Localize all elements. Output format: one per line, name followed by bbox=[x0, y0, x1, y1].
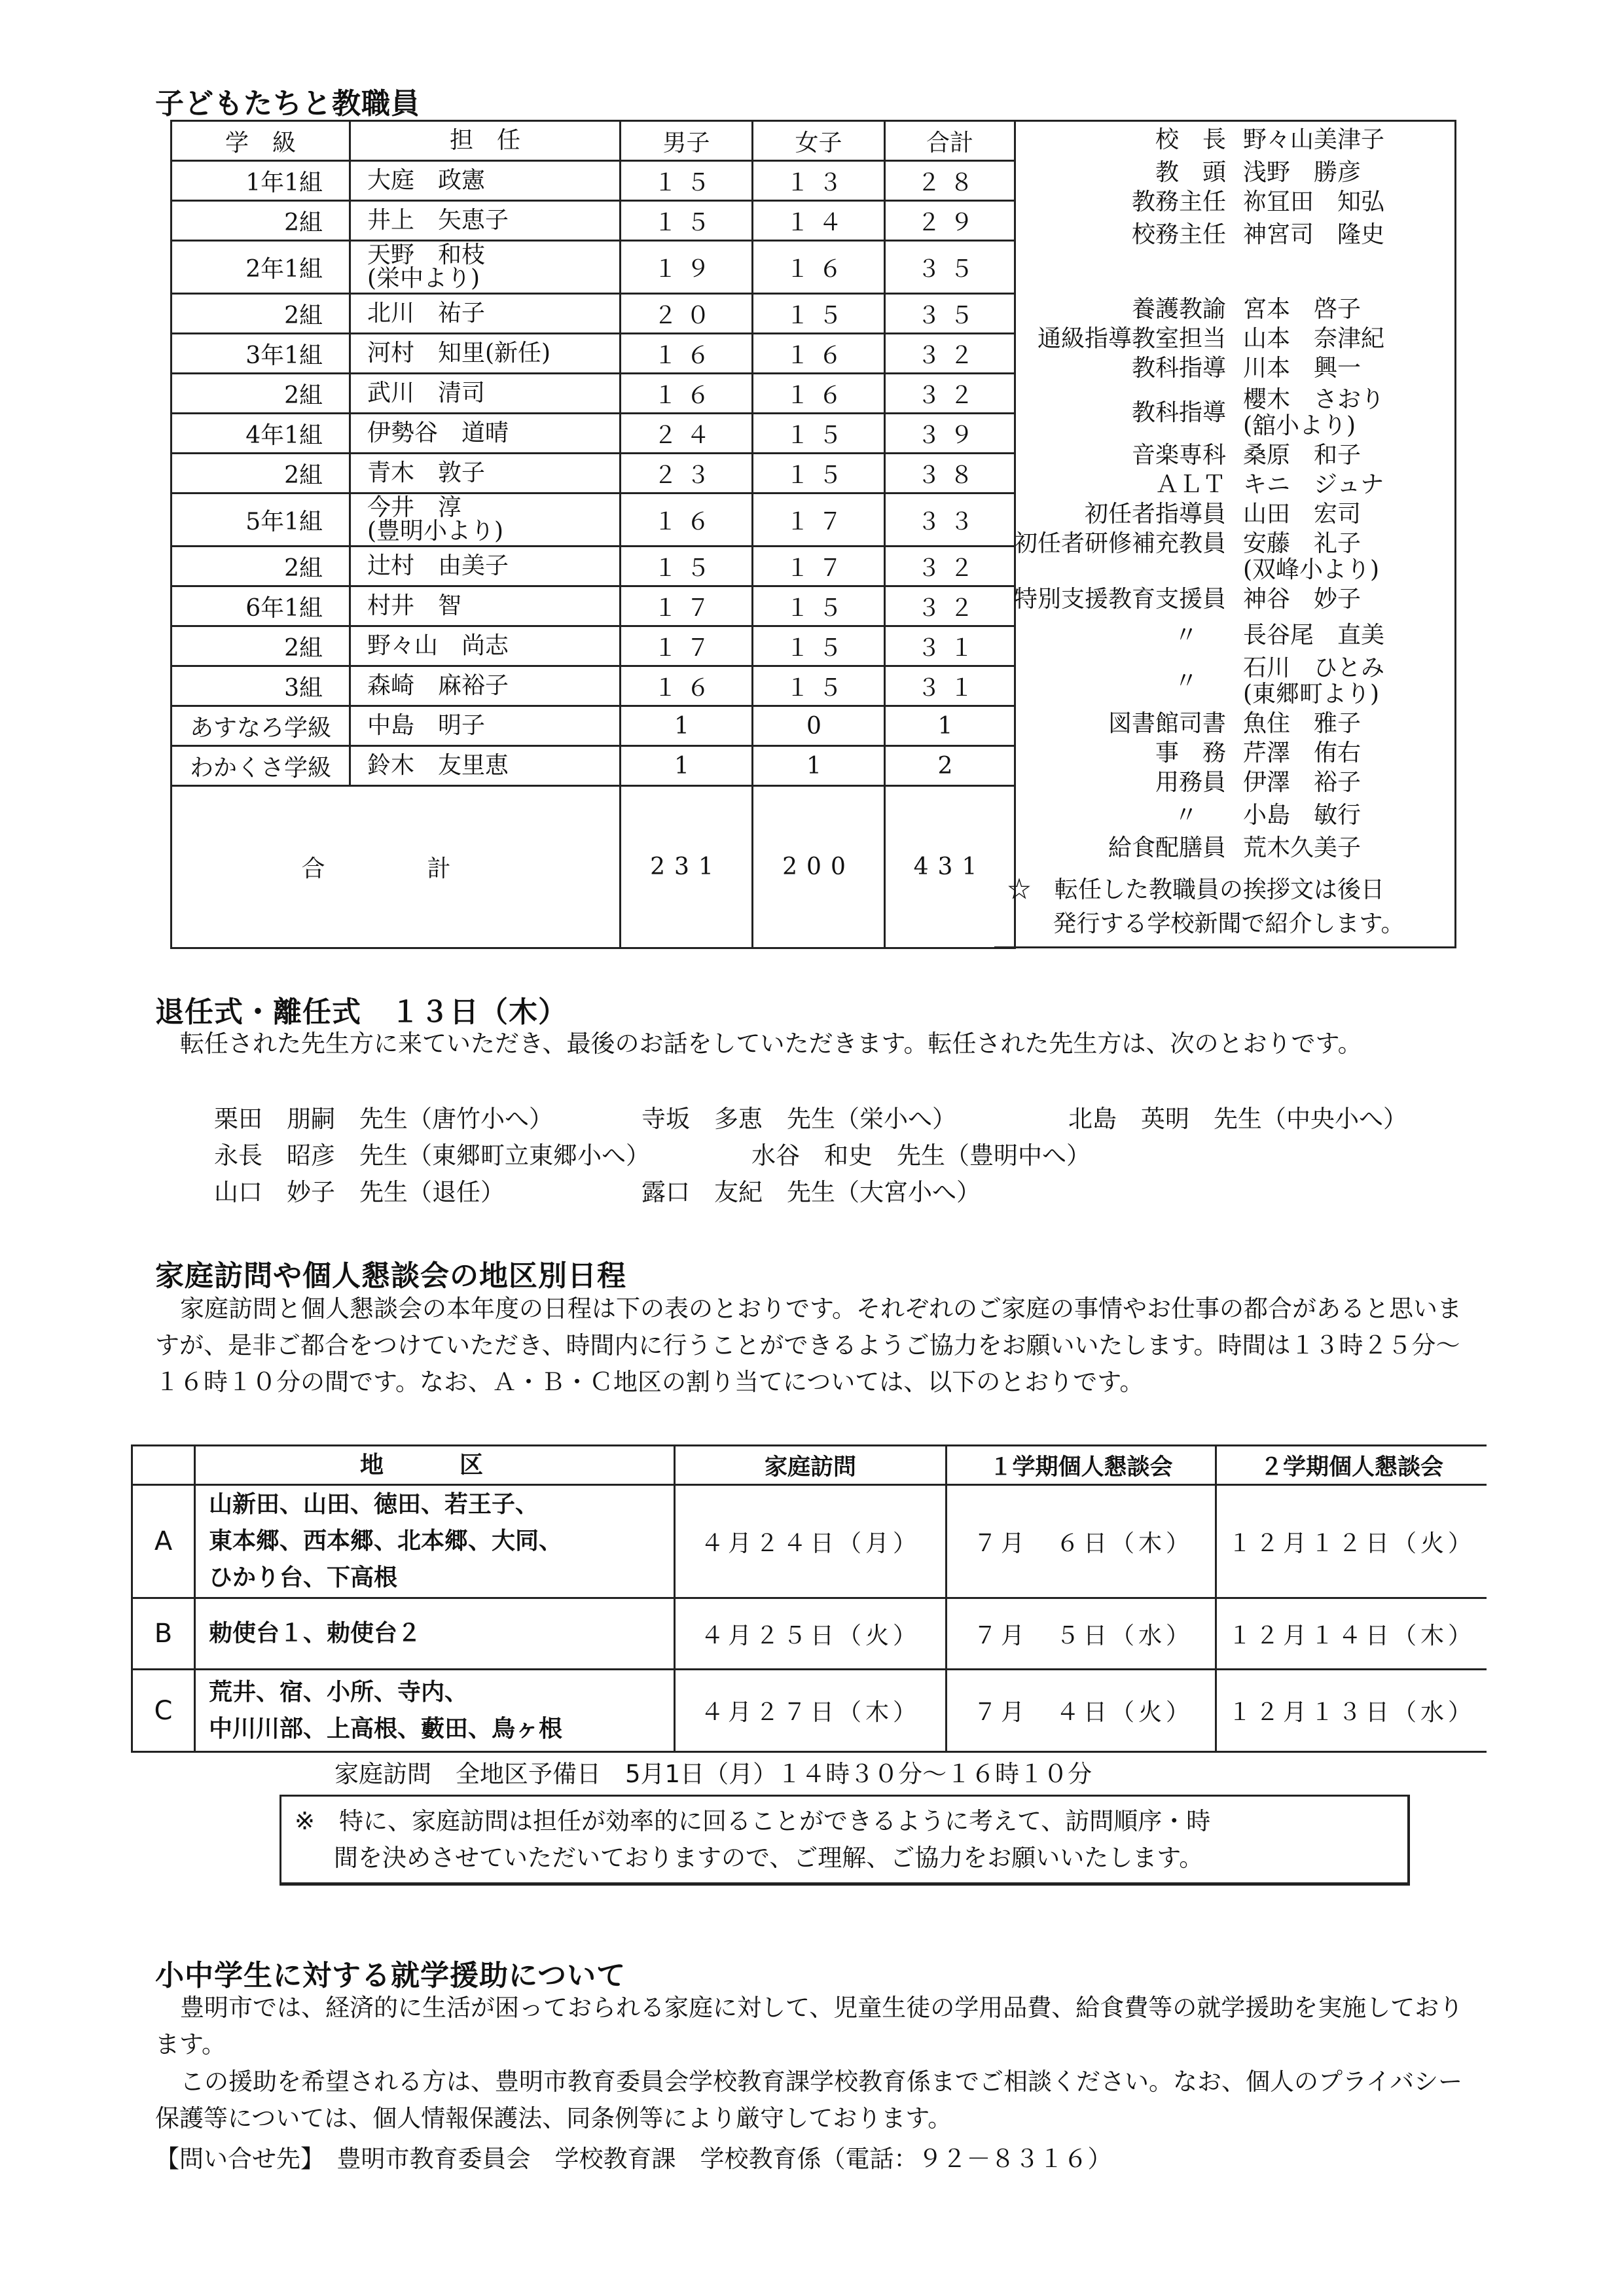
home-visit-date: ４月２７日（木） bbox=[675, 1670, 947, 1752]
girls-count: １５ bbox=[753, 294, 885, 334]
header-key bbox=[132, 1446, 195, 1485]
teacher-name: 辻村 由美子 bbox=[367, 552, 509, 579]
district-key: B bbox=[132, 1598, 195, 1670]
teacher-cell bbox=[350, 294, 621, 334]
girls-count: １５ bbox=[753, 626, 885, 666]
aid-para-1-text: 豊明市では、経済的に生活が困っておられる家庭に対して、児童生徒の学用品費、給食費等の就学援助を実施しております。 bbox=[155, 1994, 1464, 2058]
girls-count: １５ bbox=[753, 414, 885, 454]
header-area: 地 区 bbox=[195, 1446, 675, 1485]
class-total: ３２ bbox=[885, 547, 1015, 586]
staff-role: 音楽専科 bbox=[1131, 442, 1226, 469]
staff-role: 〃 bbox=[1174, 668, 1198, 694]
staff-name-text: 安藤 礼子 bbox=[1243, 530, 1362, 557]
staff-name bbox=[1243, 160, 1361, 186]
header-term1: １学期個人懇談会 bbox=[947, 1446, 1216, 1485]
header-class: 学 級 bbox=[171, 121, 350, 161]
teacher-name: 伊勢谷 道晴 bbox=[367, 420, 509, 446]
staff-role: 教科指導 bbox=[1131, 355, 1226, 382]
class-row bbox=[171, 493, 1015, 547]
term2-conference-date: １２月１２日（火） bbox=[1216, 1485, 1487, 1598]
teacher-name: 鈴木 友里恵 bbox=[367, 752, 509, 779]
staff-role: 〃 bbox=[1174, 802, 1198, 829]
staff-role: 図書館司書 bbox=[1108, 710, 1226, 737]
class-total: ３１ bbox=[885, 666, 1015, 706]
teacher-cell bbox=[350, 241, 621, 294]
staff-name bbox=[1243, 531, 1379, 583]
teacher-name: 河村 知里(新任) bbox=[367, 340, 551, 367]
staff-name-text: 荒木久美子 bbox=[1243, 834, 1362, 861]
class-total: ３５ bbox=[885, 294, 1015, 334]
staff-name bbox=[1243, 711, 1361, 737]
boys-count: １７ bbox=[621, 586, 753, 626]
total-boys: 231 bbox=[621, 786, 753, 948]
teacher-note: (豊明小より) bbox=[367, 518, 504, 545]
girls-count: 0 bbox=[753, 706, 885, 746]
home-visit-date: ４月２４日（月） bbox=[675, 1485, 947, 1598]
staff-name bbox=[1243, 622, 1384, 649]
notice-line-2: 間を決めさせていただいておりますので、ご理解、ご協力をお願いいたします。 bbox=[334, 1844, 1204, 1872]
staff-role: 初任者指導員 bbox=[1084, 501, 1226, 528]
teacher-name: 野々山 尚志 bbox=[367, 632, 509, 659]
staff-origin: (東郷町より) bbox=[1243, 681, 1380, 708]
staff-role: ＡＬＴ bbox=[1155, 471, 1226, 498]
girls-count: １６ bbox=[753, 241, 885, 294]
class-name: 2組 bbox=[171, 294, 350, 334]
class-table-header bbox=[171, 121, 1015, 161]
staff-role: 教科指導 bbox=[1131, 399, 1226, 426]
boys-count: １６ bbox=[621, 334, 753, 374]
class-total: 2 bbox=[885, 746, 1015, 786]
term2-conference-date: １２月１３日（水） bbox=[1216, 1670, 1487, 1752]
boys-count: １６ bbox=[621, 666, 753, 706]
schedule-table-header bbox=[132, 1446, 1487, 1485]
class-total: ３５ bbox=[885, 241, 1015, 294]
teacher-cell bbox=[350, 454, 621, 493]
header-term2: ２学期個人懇談会 bbox=[1216, 1446, 1487, 1485]
transfer-entry: 北島 英明 先生（中央小へ） bbox=[1068, 1105, 1407, 1133]
staff-note-line-2: 発行する学校新聞で紹介します。 bbox=[1053, 910, 1405, 937]
home-visit-notice-box bbox=[280, 1795, 1410, 1886]
boys-count: 1 bbox=[621, 746, 753, 786]
class-name: 2組 bbox=[171, 547, 350, 586]
staff-name bbox=[1243, 770, 1361, 796]
teacher-name: 森崎 麻裕子 bbox=[367, 672, 509, 699]
staff-name-text: 神宮司 隆史 bbox=[1243, 221, 1385, 248]
area-line: 勅使台１、勅使台２ bbox=[209, 1620, 422, 1647]
total-all: 431 bbox=[885, 786, 1015, 948]
boys-count: 1 bbox=[621, 706, 753, 746]
boys-count: ２３ bbox=[621, 454, 753, 493]
teacher-name: 今井 淳 bbox=[367, 494, 462, 521]
boys-count: １６ bbox=[621, 493, 753, 547]
class-name: 2組 bbox=[171, 454, 350, 493]
staff-name bbox=[1243, 442, 1361, 469]
teacher-cell bbox=[350, 201, 621, 241]
girls-count: １７ bbox=[753, 547, 885, 586]
girls-count: １６ bbox=[753, 334, 885, 374]
schedule-row bbox=[132, 1485, 1487, 1598]
staff-name bbox=[1243, 835, 1361, 861]
class-name: 4年1組 bbox=[171, 414, 350, 454]
staff-name-text: 伊澤 裕子 bbox=[1243, 769, 1362, 796]
class-total: ２９ bbox=[885, 201, 1015, 241]
staff-name bbox=[1243, 189, 1384, 215]
class-name: 2組 bbox=[171, 374, 350, 414]
staff-note bbox=[1007, 873, 1456, 941]
teacher-name: 武川 清司 bbox=[367, 380, 486, 406]
staff-role: 養護教諭 bbox=[1131, 296, 1226, 323]
staff-name bbox=[1243, 387, 1384, 439]
header-boys: 男子 bbox=[621, 121, 753, 161]
girls-count: １３ bbox=[753, 161, 885, 201]
staff-name bbox=[1243, 740, 1361, 766]
staff-role: 給食配膳員 bbox=[1108, 834, 1226, 861]
header-total: 合計 bbox=[885, 121, 1015, 161]
class-row bbox=[171, 161, 1015, 201]
teacher-cell bbox=[350, 706, 621, 746]
area-line: 荒井、宿、小所、寺内、 bbox=[209, 1678, 469, 1706]
staff-role: 教務主任 bbox=[1131, 188, 1226, 215]
area-line: 東本郷、西本郷、北本郷、大同、 bbox=[209, 1528, 563, 1554]
area-line: ひかり台、下高根 bbox=[209, 1564, 398, 1591]
class-name: 2組 bbox=[171, 626, 350, 666]
term1-conference-date: ７月 ４日（火） bbox=[947, 1670, 1216, 1752]
contact-info: 【問い合せ先】 豊明市教育委員会 学校教育課 学校教育係（電話：９２－８３１６） bbox=[155, 2145, 1112, 2173]
header-home-visit: 家庭訪問 bbox=[675, 1446, 947, 1485]
transfer-entry: 水谷 和史 先生（豊明中へ） bbox=[751, 1141, 1091, 1170]
class-row bbox=[171, 294, 1015, 334]
staff-name-text: 長谷尾 直美 bbox=[1243, 622, 1385, 649]
class-name: 5年1組 bbox=[171, 493, 350, 547]
staff-name-text: 神谷 妙子 bbox=[1243, 586, 1362, 613]
farewell-body-text: 転任された先生方に来ていただき、最後のお話をしていただきます。転任された先生方は、次のとおりです。 bbox=[180, 1030, 1362, 1058]
teacher-cell bbox=[350, 666, 621, 706]
boys-count: １５ bbox=[621, 547, 753, 586]
boys-count: ２０ bbox=[621, 294, 753, 334]
staff-role: 初任者研修補充教員 bbox=[1013, 530, 1226, 557]
teacher-cell bbox=[350, 334, 621, 374]
staff-role: 教 頭 bbox=[1155, 159, 1226, 186]
notice-line-1: ※ 特に、家庭訪問は担任が効率的に回ることができるように考えて、訪問順序・時 bbox=[295, 1807, 1211, 1835]
staff-origin: (舘小より) bbox=[1243, 412, 1356, 439]
staff-name-text: 宮本 啓子 bbox=[1243, 296, 1362, 323]
staff-name-text: 桑原 和子 bbox=[1243, 442, 1362, 469]
class-total: ３２ bbox=[885, 374, 1015, 414]
transfer-entry: 栗田 朋嗣 先生（唐竹小へ） bbox=[214, 1105, 553, 1133]
staff-name-text: 川本 興一 bbox=[1243, 355, 1362, 382]
staff-name-text: 魚住 雅子 bbox=[1243, 710, 1362, 737]
boys-count: １６ bbox=[621, 374, 753, 414]
class-total: ２８ bbox=[885, 161, 1015, 201]
class-row bbox=[171, 374, 1015, 414]
class-name: 3組 bbox=[171, 666, 350, 706]
staff-role: 校 長 bbox=[1155, 126, 1226, 153]
class-row bbox=[171, 454, 1015, 493]
teacher-name: 青木 敦子 bbox=[367, 459, 486, 486]
teacher-note: (栄中より) bbox=[367, 265, 480, 292]
staff-name-text: 祢冝田 知弘 bbox=[1243, 188, 1385, 215]
girls-count: １４ bbox=[753, 201, 885, 241]
class-row bbox=[171, 241, 1015, 294]
staff-role: 〃 bbox=[1174, 622, 1198, 649]
teacher-cell bbox=[350, 493, 621, 547]
teacher-name: 天野 和枝 bbox=[367, 242, 486, 268]
schedule-row bbox=[132, 1598, 1487, 1670]
class-name: あすなろ学級 bbox=[171, 706, 350, 746]
farewell-body bbox=[155, 1026, 1484, 1062]
staff-origin: (双峰小より) bbox=[1243, 556, 1380, 583]
teacher-cell bbox=[350, 586, 621, 626]
girls-count: １５ bbox=[753, 586, 885, 626]
teacher-name: 村井 智 bbox=[367, 592, 462, 619]
aid-para-1 bbox=[155, 1990, 1484, 2063]
district-areas bbox=[195, 1598, 675, 1670]
schedule-body-text: 家庭訪問と個人懇談会の本年度の日程は下の表のとおりです。それぞれのご家庭の事情やお仕事の都合があると思いますが、是非ご都合をつけていただき、時間内に行うことができるようご協力をお願いいたします。時間は１３時２５分～１６時１０分の間です。なお、Ａ・Ｂ・Ｃ地区の割り当てについては、以下のとおりです。 bbox=[155, 1295, 1462, 1396]
term2-conference-date: １２月１４日（木） bbox=[1216, 1598, 1487, 1670]
class-row bbox=[171, 746, 1015, 786]
staff-role: 校務主任 bbox=[1131, 221, 1226, 248]
section-title-school-aid: 小中学生に対する就学援助について bbox=[155, 1959, 626, 1992]
term1-conference-date: ７月 ５日（水） bbox=[947, 1598, 1216, 1670]
class-total: ３２ bbox=[885, 586, 1015, 626]
staff-name bbox=[1243, 355, 1361, 382]
girls-count: １５ bbox=[753, 666, 885, 706]
class-total: ３８ bbox=[885, 454, 1015, 493]
staff-name-text: 浅野 勝彦 bbox=[1243, 159, 1362, 186]
area-line: 山新田、山田、徳田、若王子、 bbox=[209, 1491, 539, 1518]
home-visit-date: ４月２５日（火） bbox=[675, 1598, 947, 1670]
staff-name-text: 石川 ひとみ bbox=[1243, 655, 1385, 681]
staff-note-line-1: ☆ 転任した教職員の挨拶文は後日 bbox=[1007, 876, 1385, 903]
class-row bbox=[171, 414, 1015, 454]
staff-name bbox=[1243, 472, 1384, 498]
header-teacher: 担 任 bbox=[350, 121, 621, 161]
girls-count: １７ bbox=[753, 493, 885, 547]
district-key: A bbox=[132, 1485, 195, 1598]
class-name: 1年1組 bbox=[171, 161, 350, 201]
transfer-entry: 山口 妙子 先生（退任） bbox=[214, 1178, 505, 1206]
class-row bbox=[171, 547, 1015, 586]
class-total: 1 bbox=[885, 706, 1015, 746]
class-row bbox=[171, 586, 1015, 626]
staff-name-text: 芹澤 侑右 bbox=[1243, 740, 1362, 766]
girls-count: １６ bbox=[753, 374, 885, 414]
transfer-entry: 寺坂 多恵 先生（栄小へ） bbox=[641, 1105, 956, 1133]
boys-count: １９ bbox=[621, 241, 753, 294]
teacher-cell bbox=[350, 414, 621, 454]
section-title-home-visit-schedule: 家庭訪問や個人懇談会の地区別日程 bbox=[155, 1259, 626, 1293]
staff-name-text: 山田 宏司 bbox=[1243, 501, 1362, 528]
aid-para-2 bbox=[155, 2064, 1484, 2137]
staff-name bbox=[1243, 586, 1361, 613]
staff-name bbox=[1243, 326, 1384, 352]
boys-count: １５ bbox=[621, 201, 753, 241]
teacher-name: 中島 明子 bbox=[367, 712, 486, 739]
staff-name bbox=[1243, 296, 1361, 323]
teacher-cell bbox=[350, 161, 621, 201]
reserve-day: 家庭訪問 全地区予備日 5月1日（月）１４時３０分～１６時１０分 bbox=[334, 1760, 1092, 1788]
staff-name-text: 山本 奈津紀 bbox=[1243, 325, 1385, 352]
schedule-table bbox=[131, 1444, 1487, 1753]
teacher-cell bbox=[350, 626, 621, 666]
term1-conference-date: ７月 ６日（木） bbox=[947, 1485, 1216, 1598]
class-name: 6年1組 bbox=[171, 586, 350, 626]
class-row bbox=[171, 666, 1015, 706]
transfer-entry: 永長 昭彦 先生（東郷町立東郷小へ） bbox=[214, 1141, 650, 1170]
district-key: C bbox=[132, 1670, 195, 1752]
class-name: わかくさ学級 bbox=[171, 746, 350, 786]
girls-count: 1 bbox=[753, 746, 885, 786]
staff-name bbox=[1243, 127, 1384, 153]
teacher-cell bbox=[350, 547, 621, 586]
class-total: ３２ bbox=[885, 334, 1015, 374]
total-label: 合 計 bbox=[171, 786, 621, 948]
header-girls: 女子 bbox=[753, 121, 885, 161]
district-areas bbox=[195, 1670, 675, 1752]
area-line: 中川川部、上高根、藪田、鳥ヶ根 bbox=[209, 1715, 563, 1742]
girls-count: １５ bbox=[753, 454, 885, 493]
class-name: 2組 bbox=[171, 201, 350, 241]
staff-list-panel bbox=[994, 120, 1456, 948]
class-name: 3年1組 bbox=[171, 334, 350, 374]
teacher-cell bbox=[350, 746, 621, 786]
teacher-name: 北川 祐子 bbox=[367, 300, 486, 327]
staff-role: 特別支援教育支援員 bbox=[1013, 586, 1226, 613]
schedule-row bbox=[132, 1670, 1487, 1752]
class-row bbox=[171, 201, 1015, 241]
boys-count: １７ bbox=[621, 626, 753, 666]
boys-count: １５ bbox=[621, 161, 753, 201]
class-row bbox=[171, 334, 1015, 374]
staff-name bbox=[1243, 501, 1361, 528]
staff-role: 用務員 bbox=[1155, 769, 1226, 796]
boys-count: ２４ bbox=[621, 414, 753, 454]
teacher-name: 井上 矢恵子 bbox=[367, 207, 509, 234]
teacher-cell bbox=[350, 374, 621, 414]
class-total: ３３ bbox=[885, 493, 1015, 547]
staff-name-text: 小島 敏行 bbox=[1243, 802, 1362, 829]
staff-name bbox=[1243, 655, 1384, 708]
staff-name-text: 野々山美津子 bbox=[1243, 126, 1385, 153]
district-areas bbox=[195, 1485, 675, 1598]
class-total: ３１ bbox=[885, 626, 1015, 666]
schedule-body bbox=[155, 1291, 1484, 1401]
staff-name bbox=[1243, 802, 1361, 829]
staff-name-text: 櫻木 さおり bbox=[1243, 386, 1385, 413]
class-table-total-row bbox=[171, 786, 1015, 948]
total-girls: 200 bbox=[753, 786, 885, 948]
section-title-farewell-ceremony: 退任式・離任式 １３日（木） bbox=[155, 996, 568, 1029]
staff-role: 通級指導教室担当 bbox=[1037, 325, 1226, 352]
class-table bbox=[170, 120, 1016, 949]
staff-role: 事 務 bbox=[1155, 740, 1226, 766]
teacher-name: 大庭 政憲 bbox=[367, 167, 486, 194]
class-name: 2年1組 bbox=[171, 241, 350, 294]
staff-name bbox=[1243, 222, 1384, 248]
staff-name-text: キニ ジュナ bbox=[1243, 471, 1384, 498]
class-row bbox=[171, 706, 1015, 746]
section-title-children-and-staff: 子どもたちと教職員 bbox=[155, 87, 420, 120]
aid-para-2-text: この援助を希望される方は、豊明市教育委員会学校教育課学校教育係までご相談ください。なお、個人のプライバシー保護等については、個人情報保護法、同条例等により厳守しております。 bbox=[155, 2068, 1463, 2132]
class-row bbox=[171, 626, 1015, 666]
transfer-entry: 露口 友紀 先生（大宮小へ） bbox=[641, 1178, 981, 1206]
class-total: ３９ bbox=[885, 414, 1015, 454]
